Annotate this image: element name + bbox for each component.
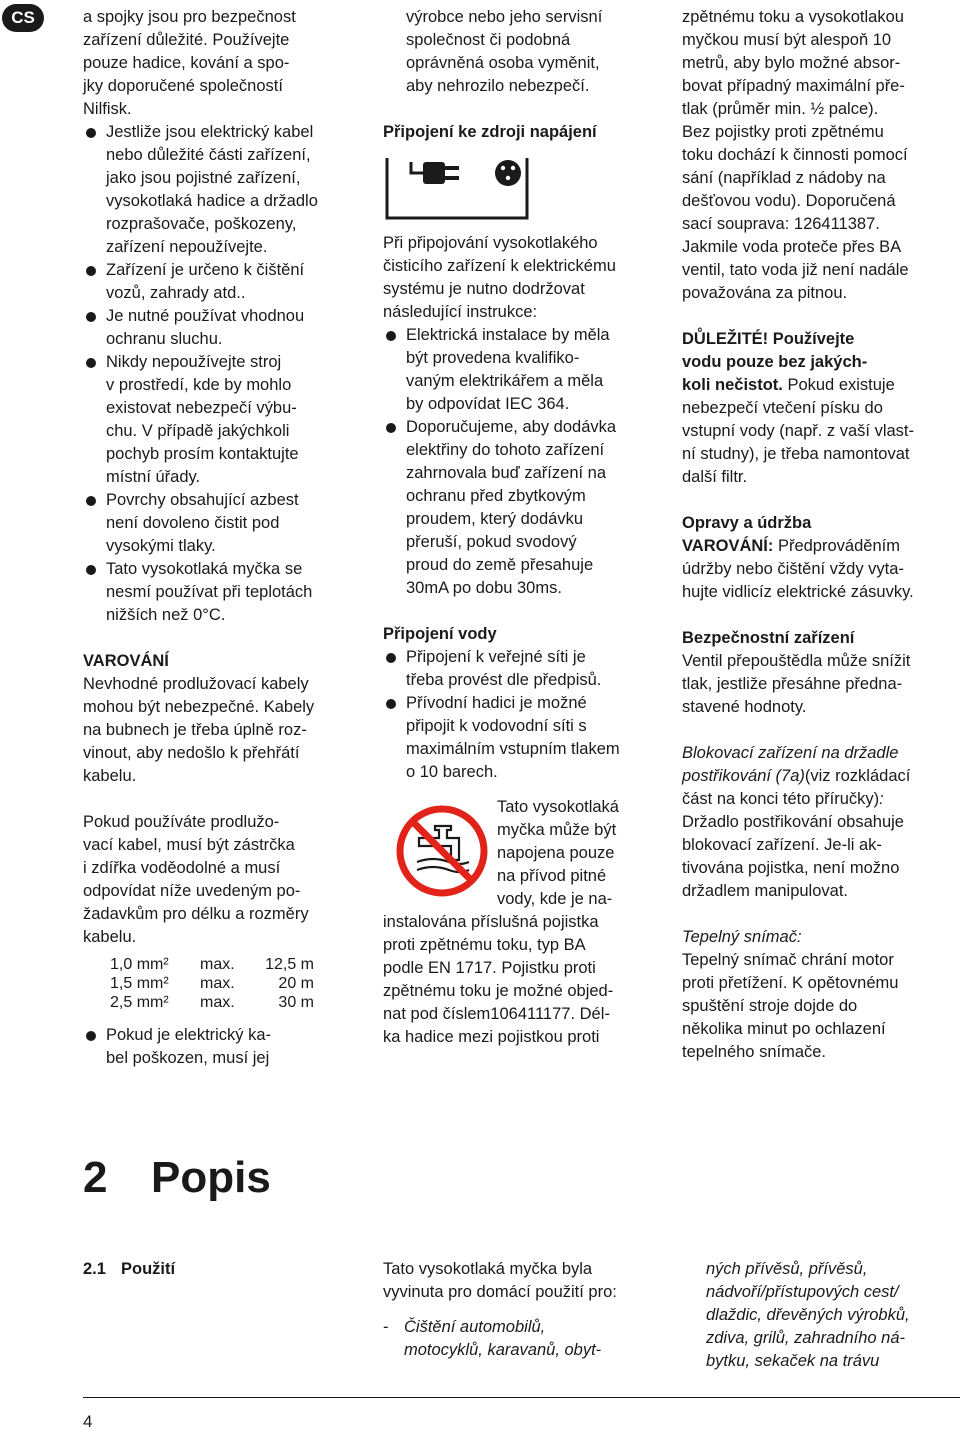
text-line: Doporučujeme, aby dodávka xyxy=(406,418,617,436)
bullet-item xyxy=(383,324,668,416)
text-line: Pokud používáte prodlužo- xyxy=(83,813,280,831)
power-connection-heading: Připojení ke zdroji napájení xyxy=(383,123,597,141)
usage-list-item xyxy=(383,1316,673,1362)
text-line: vysokotlaká hadice a držadlo xyxy=(106,192,318,210)
text-line: Zařízení je určeno k čištění xyxy=(106,261,305,279)
text-line: společnost či podobná xyxy=(406,31,571,49)
text-line: přeruší, pokud svodový xyxy=(406,533,577,551)
text-line: Tato vysokotlaká myčka byla xyxy=(383,1260,593,1278)
text-line: elektřiny do tohoto zařízení xyxy=(406,441,605,459)
lock-device-text xyxy=(682,742,960,903)
text-line: napojena pouze xyxy=(497,844,615,862)
safety-device-heading: Bezpečnostní zařízení xyxy=(682,629,855,647)
text-line: Nikdy nepoužívejte stroj xyxy=(106,353,282,371)
important-notice xyxy=(682,328,960,489)
text-line: Nilfisk. xyxy=(83,100,132,118)
text-line: i zdířka voděodolné a musí xyxy=(83,859,281,877)
col1-continuation xyxy=(83,6,363,121)
bullet-item xyxy=(383,692,668,784)
text-line: postřikování (7a) xyxy=(682,767,805,785)
table-row xyxy=(110,974,314,993)
text-line: ventil, tato voda již není nadále xyxy=(682,261,909,279)
text-line: zařízení důležité. Používejte xyxy=(83,31,290,49)
text-line: nebezpečí vtečení písku do xyxy=(682,399,883,417)
text-line: Ventil přepouštědla může snížit xyxy=(682,652,911,670)
text-line: ných přívěsů, přívěsů, xyxy=(706,1260,868,1278)
text-line: pouze hadice, kování a spo- xyxy=(83,54,290,72)
text-line: oprávněná osoba vyměnit, xyxy=(406,54,600,72)
footer-divider xyxy=(83,1397,960,1398)
section-heading xyxy=(83,1150,271,1206)
text-line: pochyb prosím kontaktujte xyxy=(106,445,299,463)
thermal-sensor-heading: Tepelný snímač: xyxy=(682,928,802,946)
section-number: 2 xyxy=(83,1153,108,1202)
text-line: podle EN 1717. Pojistku proti xyxy=(383,959,596,977)
bullet-item xyxy=(83,259,363,305)
text-line: tlak (průměr min. ½ palce). xyxy=(682,100,879,118)
text-line: : xyxy=(879,790,884,808)
text-line: být provedena kvalifiko- xyxy=(406,349,580,367)
text-line: vací kabel, musí být zástrčka xyxy=(83,836,295,854)
bullet-icon xyxy=(86,1031,96,1041)
text-line: Nevhodné prodlužovací kabely xyxy=(83,675,309,693)
bullet-item xyxy=(383,646,668,692)
usage-list-continuation xyxy=(706,1258,960,1373)
text-line: držadlem manipulovat. xyxy=(682,882,848,900)
bullet-icon xyxy=(386,699,396,709)
text-line: výrobce nebo jeho servisní xyxy=(406,8,603,26)
text-line: proudem, který dodávku xyxy=(406,510,584,528)
column-2 xyxy=(383,6,668,1049)
text-line: tivována pojistka, není možno xyxy=(682,859,900,877)
text-line: o 10 barech. xyxy=(406,763,498,781)
table-cell: 2,5 mm² xyxy=(110,994,169,1011)
text-line: DŮLEŽITÉ! Používejte xyxy=(682,330,855,348)
extension-cable-text xyxy=(83,811,363,949)
column-3 xyxy=(682,6,960,1064)
warning-text xyxy=(83,673,363,788)
text-line: ochranu sluchu. xyxy=(106,330,223,348)
text-line: žadavkům pro délku a rozměry xyxy=(83,905,309,923)
bullet-item xyxy=(383,416,668,600)
text-line: a spojky jsou pro bezpečnost xyxy=(83,8,296,26)
table-cell: 1,0 mm² xyxy=(110,956,169,973)
text-line: Povrchy obsahující azbest xyxy=(106,491,299,509)
text-line: proti přetížení. K opětovnému xyxy=(682,974,899,992)
text-line: místní úřady. xyxy=(106,468,201,486)
text-line: zpětnému toku je možné objed- xyxy=(383,982,614,1000)
text-line: systému je nutno dodržovat xyxy=(383,280,585,298)
text-line: čisticího zařízení k elektrickému xyxy=(383,257,616,275)
text-line: zpětnému toku a vysokotlakou xyxy=(682,8,904,26)
column-1 xyxy=(83,6,363,1070)
text-line: připojit k vodovodní síti s xyxy=(406,717,587,735)
text-line: Bez pojistky proti zpětnému xyxy=(682,123,884,141)
text-line: rozprašovače, poškozeny, xyxy=(106,215,297,233)
bullet-icon xyxy=(86,358,96,368)
subsection-heading xyxy=(83,1258,175,1281)
text-line: maximálním vstupním tlakem xyxy=(406,740,620,758)
text-line: existovat nebezpečí výbu- xyxy=(106,399,297,417)
bullet-icon xyxy=(386,331,396,341)
bullet-icon xyxy=(86,565,96,575)
text-line: metrů, aby bylo možné absor- xyxy=(682,54,901,72)
bullet-icon xyxy=(86,496,96,506)
text-line: vstupní vody (např. z vaší vlast- xyxy=(682,422,915,440)
text-line: část na konci této příručky) xyxy=(682,790,880,808)
text-line: další filtr. xyxy=(682,468,748,486)
text-line: Jestliže jsou elektrický kabel xyxy=(106,123,314,141)
spacer xyxy=(383,1304,673,1316)
text-line: Pokud existuje xyxy=(782,376,895,394)
spacer xyxy=(383,98,668,121)
warning-heading: VAROVÁNÍ xyxy=(83,652,169,670)
table-cell: max. xyxy=(200,956,235,973)
text-line: Je nutné používat vhodnou xyxy=(106,307,305,325)
text-line: zdiva, grilů, zahradního ná- xyxy=(706,1329,906,1347)
spacer xyxy=(682,489,960,512)
text-line: kabelu. xyxy=(83,767,137,785)
bullet-item xyxy=(83,121,363,259)
col2-continuation xyxy=(383,6,668,98)
text-line: chu. V případě jakýchkoli xyxy=(106,422,290,440)
maintenance-heading: Opravy a údržba xyxy=(682,514,812,532)
bullet-item xyxy=(83,558,363,627)
text-line: nesmí používat při teplotách xyxy=(106,583,313,601)
spacer xyxy=(682,305,960,328)
warning-full-text xyxy=(383,911,668,1049)
text-line: ka hadice mezi pojistkou proti xyxy=(383,1028,600,1046)
section-title: Popis xyxy=(151,1153,271,1202)
text-line: vinout, aby nedošlo k přehřátí xyxy=(83,744,300,762)
text-line: v prostředí, kde by mohlo xyxy=(106,376,292,394)
table-row xyxy=(110,993,314,1012)
text-line: nat pod číslem106411177. Dél- xyxy=(383,1005,610,1023)
text-line: nebo důležité části zařízení, xyxy=(106,146,311,164)
text-line: Pokud je elektrický ka- xyxy=(106,1026,272,1044)
text-line: Držadlo postřikování obsahuje xyxy=(682,813,904,831)
text-line: dlaždic, dřevěných výrobků, xyxy=(706,1306,910,1324)
text-line: nádvoří/přístupových cest/ xyxy=(706,1283,899,1301)
text-line: zařízení nepoužívejte. xyxy=(106,238,268,256)
bullet-icon xyxy=(86,312,96,322)
text-line: vody, kde je na- xyxy=(497,890,613,908)
text-line: by odpovídat IEC 364. xyxy=(406,395,570,413)
text-line: motocyklů, karavanů, obyt- xyxy=(404,1341,602,1359)
spacer xyxy=(682,719,960,742)
text-line: koli nečistot. xyxy=(682,376,783,394)
safety-device-text xyxy=(682,650,960,719)
text-line: považována za pitnou. xyxy=(682,284,848,302)
power-intro xyxy=(383,232,668,324)
text-line: mohou být nebezpečné. Kabely xyxy=(83,698,315,716)
text-line: ochranu před zbytkovým xyxy=(406,487,586,505)
text-line: Elektrická instalace by měla xyxy=(406,326,610,344)
table-cell: max. xyxy=(200,975,235,992)
bullet-icon xyxy=(386,423,396,433)
table-cell: 12,5 m xyxy=(265,956,314,973)
text-line: na přívod pitné xyxy=(497,867,607,885)
text-line: vaným elektrikářem a měla xyxy=(406,372,604,390)
text-line: toku dochází k činnosti pomocí xyxy=(682,146,908,164)
spacer xyxy=(682,604,960,627)
text-line: vodu pouze bez jakých- xyxy=(682,353,868,371)
text-line: Při připojování vysokotlakého xyxy=(383,234,598,252)
table-cell: 1,5 mm² xyxy=(110,975,169,992)
text-line: nižších než 0°C. xyxy=(106,606,226,624)
text-line: Tepelný snímač chrání motor xyxy=(682,951,894,969)
text-line: myčkou musí být alespoň 10 xyxy=(682,31,892,49)
text-line: Předprováděním xyxy=(773,537,900,555)
text-line: údržby nebo čištění vždy vyta- xyxy=(682,560,904,578)
text-line: Blokovací zařízení na držadle xyxy=(682,744,899,762)
bullet-icon xyxy=(386,653,396,663)
text-line: tepelného snímače. xyxy=(682,1043,827,1061)
thermal-sensor-text xyxy=(682,949,960,1064)
text-line: stavené hodnoty. xyxy=(682,698,807,716)
text-line: Přívodní hadici je možné xyxy=(406,694,587,712)
no-drinking-water-icon xyxy=(395,804,489,898)
spacer xyxy=(83,627,363,650)
bullet-item xyxy=(83,489,363,558)
text-line: dešťovou vodu). Doporučená xyxy=(682,192,896,210)
text-line: několika minut po ochlazení xyxy=(682,1020,886,1038)
spacer xyxy=(83,788,363,811)
subsection-number: 2.1 xyxy=(83,1260,106,1278)
text-line: tlak, jestliže přesáhne předna- xyxy=(682,675,903,693)
text-line: hujte vidlicíz elektrické zásuvky. xyxy=(682,583,914,601)
table-cell: max. xyxy=(200,994,235,1011)
text-line: vyvinuta pro domácí použití pro: xyxy=(383,1283,617,1301)
bullet-item xyxy=(83,351,363,489)
text-line: není dovoleno čistit pod xyxy=(106,514,280,532)
bullet-icon xyxy=(86,128,96,138)
table-cell: 30 m xyxy=(278,994,314,1011)
text-line: následující instrukce: xyxy=(383,303,538,321)
text-line: jky doporučené společností xyxy=(83,77,283,95)
text-line: Tato vysokotlaká myčka se xyxy=(106,560,303,578)
text-line: aby nehrozilo nebezpečí. xyxy=(406,77,590,95)
text-line: Jakmile voda proteče přes BA xyxy=(682,238,902,256)
text-line: Tato vysokotlaká xyxy=(497,798,619,816)
text-line: myčka může být xyxy=(497,821,617,839)
text-line: instalována příslušná pojistka xyxy=(383,913,599,931)
text-line: proud do země přesahuje xyxy=(406,556,594,574)
text-line: vysokými tlaky. xyxy=(106,537,216,555)
text-line: proti zpětnému toku, typ BA xyxy=(383,936,586,954)
usage-intro xyxy=(383,1258,673,1362)
text-line: třeba provést dle předpisů. xyxy=(406,671,602,689)
water-connection-heading: Připojení vody xyxy=(383,625,497,643)
page-number: 4 xyxy=(83,1412,93,1431)
bullet-item xyxy=(83,1024,363,1070)
spacer xyxy=(383,784,668,796)
language-badge: CS xyxy=(2,4,44,32)
text-line: bytku, sekaček na trávu xyxy=(706,1352,880,1370)
text-line: (viz rozkládací xyxy=(804,767,911,785)
dash-marker: - xyxy=(383,1318,389,1336)
text-line: ní studny), je třeba namontovat xyxy=(682,445,910,463)
bullet-item xyxy=(83,305,363,351)
text-line: sání (například z nádoby na xyxy=(682,169,886,187)
text-line: jako jsou pojistné zařízení, xyxy=(106,169,301,187)
spacer xyxy=(83,1012,363,1024)
text-line: bel poškozen, musí jej xyxy=(106,1049,270,1067)
text-line: blokovací zařízení. Je-li ak- xyxy=(682,836,882,854)
col3-continuation xyxy=(682,6,960,305)
text-line: spuštění stroje dojde do xyxy=(682,997,858,1015)
text-line: na bubnech je třeba úplně roz- xyxy=(83,721,307,739)
text-line: zahrnovala buď zařízení na xyxy=(406,464,607,482)
cable-size-table xyxy=(110,955,314,1012)
table-cell: 20 m xyxy=(278,975,314,992)
subsection-title: Použití xyxy=(121,1260,176,1278)
text-line: Připojení k veřejné síti je xyxy=(406,648,586,666)
text-line: kabelu. xyxy=(83,928,137,946)
table-row xyxy=(110,955,314,974)
text-line: vozů, zahrady atd.. xyxy=(106,284,246,302)
text-line: odpovídat níže uvedeným po- xyxy=(83,882,301,900)
text-line: sací souprava: 126411387. xyxy=(682,215,880,233)
power-plug-icon xyxy=(383,154,531,224)
text-line: VAROVÁNÍ: xyxy=(682,537,774,555)
bullet-icon xyxy=(86,266,96,276)
maintenance-text xyxy=(682,535,960,604)
text-line: Čištění automobilů, xyxy=(404,1318,546,1336)
text-line: 30mA po dobu 30ms. xyxy=(406,579,562,597)
text-line: bovat případný maximální pře- xyxy=(682,77,905,95)
spacer xyxy=(682,903,960,926)
spacer xyxy=(383,600,668,623)
